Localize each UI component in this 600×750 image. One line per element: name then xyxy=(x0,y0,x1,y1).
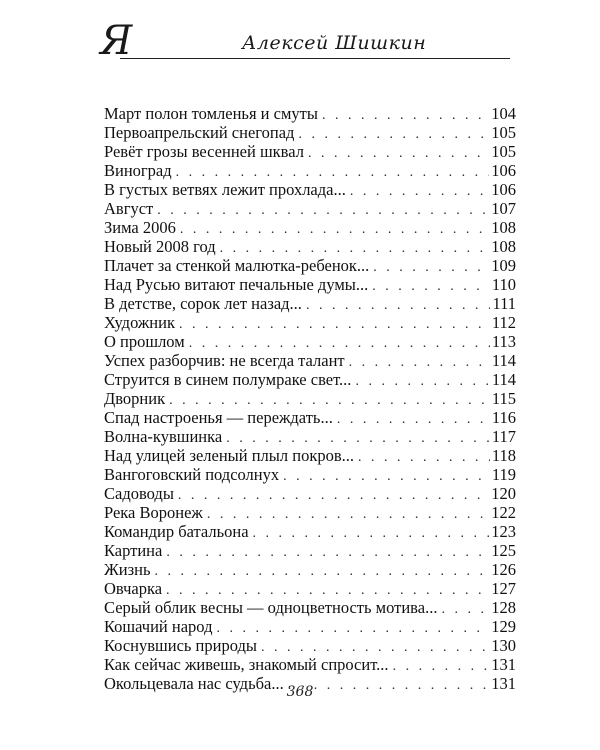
toc-dot-leader xyxy=(308,144,489,163)
toc-entry xyxy=(104,161,516,180)
toc-entry-page: 105 xyxy=(491,142,516,161)
toc-entry-title: В густых ветвях лежит прохлада... xyxy=(104,180,346,199)
toc-entry-title: Плачет за стенкой малютка-ребенок... xyxy=(104,256,370,275)
toc-entry xyxy=(104,503,516,522)
toc-entry-page: 122 xyxy=(491,503,516,522)
toc-entry-title: Дворник xyxy=(104,389,166,408)
toc-entry-title: Картина xyxy=(104,541,163,560)
toc-entry-page: 104 xyxy=(491,104,516,123)
toc-entry-page: 105 xyxy=(491,123,516,142)
toc-entry xyxy=(104,446,516,465)
toc-entry xyxy=(104,636,516,655)
toc-entry-page: 107 xyxy=(491,199,516,218)
toc-entry-page: 106 xyxy=(491,161,516,180)
toc-entry-page: 108 xyxy=(491,218,516,237)
toc-entry-title: Садоводы xyxy=(104,484,174,503)
toc-entry xyxy=(104,560,516,579)
toc-entry xyxy=(104,522,516,541)
toc-dot-leader xyxy=(155,562,490,581)
toc-entry-title: Вангоговский подсолнух xyxy=(104,465,280,484)
toc-entry-title: Зима 2006 xyxy=(104,218,176,237)
toc-entry-page: 128 xyxy=(491,598,516,617)
toc-entry-page: 130 xyxy=(491,636,516,655)
toc-entry-page: 115 xyxy=(491,389,516,408)
toc-entry-title: О прошлом xyxy=(104,332,185,351)
toc-entry-title: Серый облик весны — одноцветность мотива... xyxy=(104,598,438,617)
toc-entry xyxy=(104,598,516,617)
toc-entry-title: Март полон томленья и смуты xyxy=(104,104,318,123)
toc-entry xyxy=(104,294,516,313)
toc-entry xyxy=(104,541,516,560)
toc-entry-title: Струится в синем полумраке свет... xyxy=(104,370,352,389)
toc-entry-title: Спад настроенья — переждать... xyxy=(104,408,333,427)
toc-dot-leader xyxy=(166,543,489,562)
header-rule xyxy=(120,58,510,59)
toc-entry-page: 125 xyxy=(491,541,516,560)
toc-entry-title: Волна-кувшинка xyxy=(104,427,223,446)
toc-entry-title: Как сейчас живешь, знакомый спросит... xyxy=(104,655,389,674)
toc-entry-title: Командир батальона xyxy=(104,522,249,541)
toc-entry xyxy=(104,313,516,332)
toc-entry-page: 129 xyxy=(491,617,516,636)
toc-entry-page: 131 xyxy=(491,655,516,674)
toc-dot-leader xyxy=(283,467,490,486)
toc-entry-title: Над Русью витают печальные думы... xyxy=(104,275,369,294)
toc-entry-title: Август xyxy=(104,199,154,218)
toc-dot-leader xyxy=(178,486,489,505)
toc-entry-title: Успех разборчив: не всегда талант xyxy=(104,351,345,370)
toc-dot-leader xyxy=(373,258,489,277)
toc-entry-title: Кошачий народ xyxy=(104,617,213,636)
toc-entry-page: 114 xyxy=(491,370,516,389)
toc-entry-title: В детстве, сорок лет назад... xyxy=(104,294,302,313)
toc-dot-leader xyxy=(349,353,490,372)
page-number: 368 xyxy=(286,684,314,700)
toc-entry xyxy=(104,617,516,636)
running-header xyxy=(100,18,510,64)
toc-dot-leader xyxy=(157,201,489,220)
toc-dot-leader xyxy=(253,524,490,543)
toc-entry xyxy=(104,579,516,598)
toc-entry xyxy=(104,484,516,503)
toc-entry-page: 127 xyxy=(491,579,516,598)
toc-dot-leader xyxy=(180,220,489,239)
toc-entry xyxy=(104,275,516,294)
toc-entry xyxy=(104,370,516,389)
toc-entry xyxy=(104,427,516,446)
toc-entry-title: Река Воронеж xyxy=(104,503,203,522)
toc-dot-leader xyxy=(355,372,489,391)
toc-dot-leader xyxy=(179,315,490,334)
toc-entry-page: 126 xyxy=(491,560,516,579)
table-of-contents xyxy=(104,104,516,693)
toc-entry-title: Ревёт грозы весенней шквал xyxy=(104,142,304,161)
toc-entry-page: 131 xyxy=(491,674,516,693)
header-initial-letter: Я xyxy=(100,18,133,64)
toc-entry-page: 109 xyxy=(491,256,516,275)
toc-dot-leader xyxy=(350,182,489,201)
toc-entry xyxy=(104,408,516,427)
toc-entry xyxy=(104,142,516,161)
toc-entry xyxy=(104,218,516,237)
toc-entry-title: Окольцевала нас судьба... xyxy=(104,674,284,693)
toc-entry xyxy=(104,104,516,123)
toc-entry-page: 110 xyxy=(491,275,516,294)
toc-entry xyxy=(104,351,516,370)
toc-entry-page: 116 xyxy=(491,408,516,427)
toc-entry xyxy=(104,237,516,256)
toc-entry-page: 106 xyxy=(491,180,516,199)
toc-entry-title: Коснувшись природы xyxy=(104,636,257,655)
toc-entry xyxy=(104,123,516,142)
toc-entry-title: Новый 2008 год xyxy=(104,237,216,256)
toc-dot-leader xyxy=(372,277,490,296)
toc-entry-page: 112 xyxy=(491,313,516,332)
toc-dot-leader xyxy=(441,600,489,619)
toc-entry-page: 119 xyxy=(491,465,516,484)
toc-dot-leader xyxy=(393,657,490,676)
toc-entry xyxy=(104,655,516,674)
toc-entry-page: 111 xyxy=(492,294,516,313)
header-author-name: Алексей Шишкин xyxy=(242,32,427,54)
toc-entry-title: Жизнь xyxy=(104,560,151,579)
toc-entry-page: 108 xyxy=(491,237,516,256)
toc-entry-title: Первоапрельский снегопад xyxy=(104,123,295,142)
toc-entry-title: Виноград xyxy=(104,161,172,180)
toc-entry xyxy=(104,389,516,408)
toc-entry-page: 113 xyxy=(491,332,516,351)
toc-entry-title: Над улицей зеленый плыл покров... xyxy=(104,446,354,465)
toc-dot-leader xyxy=(337,410,490,429)
toc-entry xyxy=(104,256,516,275)
toc-dot-leader xyxy=(358,448,490,467)
toc-entry-page: 120 xyxy=(491,484,516,503)
toc-entry xyxy=(104,332,516,351)
toc-entry-page: 114 xyxy=(491,351,516,370)
toc-entry xyxy=(104,199,516,218)
toc-entry-page: 118 xyxy=(491,446,516,465)
toc-entry-title: Овчарка xyxy=(104,579,163,598)
toc-entry-page: 117 xyxy=(491,427,516,446)
toc-dot-leader xyxy=(322,106,489,125)
toc-entry xyxy=(104,465,516,484)
toc-dot-leader xyxy=(298,125,489,144)
toc-entry-page: 123 xyxy=(491,522,516,541)
toc-entry xyxy=(104,180,516,199)
toc-entry-title: Художник xyxy=(104,313,175,332)
toc-dot-leader xyxy=(306,296,491,315)
